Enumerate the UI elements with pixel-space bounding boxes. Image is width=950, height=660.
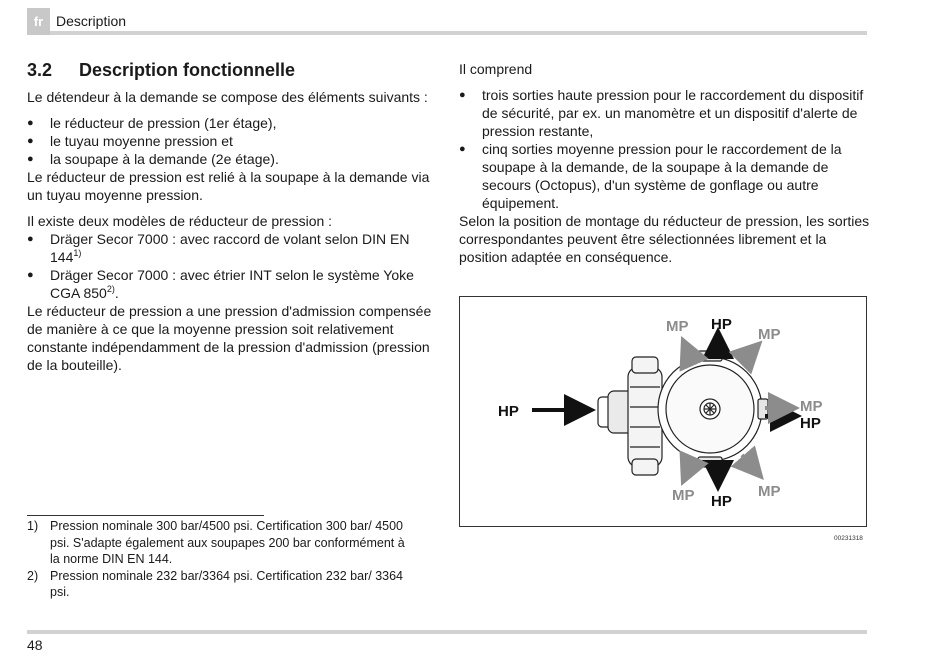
- hp-bottom-label: HP: [711, 493, 732, 510]
- list-item: [27, 266, 439, 302]
- page-number: 48: [27, 637, 43, 653]
- mp-bottom-left-arrow: [686, 457, 694, 475]
- right-outro: Selon la position de montage du réducteur de pression, les sorties correspondantes peuvent être sélectionnées librement et la position adaptée en conséquence.: [459, 213, 870, 265]
- right-intro: Il comprend: [459, 61, 533, 77]
- header-title: Description: [56, 13, 127, 29]
- list-item: ● trois sorties haute pression pour le raccordement du dispositif de sécurité, par ex. un manomètre et un dispositif d'alerte de pression restante,: [459, 86, 871, 140]
- link-paragraph: Le réducteur de pression est relié à la soupape à la demande via un tuyau moyenne pression.: [27, 169, 430, 203]
- footnote-ref: 1): [73, 248, 82, 258]
- model-suffix: .: [114, 285, 119, 301]
- mp-bottom-right-label: MP: [758, 483, 781, 500]
- intro-paragraph: Le détendeur à la demande se compose des éléments suivants :: [27, 89, 428, 105]
- list-item: ● le tuyau moyenne pression et: [27, 132, 439, 150]
- handwheel: [628, 357, 662, 475]
- footnote-ref: 2): [106, 284, 115, 294]
- section-heading: [27, 58, 439, 82]
- mp-bottom-left-label: MP: [672, 487, 695, 504]
- footnote-number: 2): [27, 568, 39, 583]
- figure-code: 00231318: [834, 535, 863, 542]
- mp-top-right-label: MP: [758, 326, 781, 343]
- mp-right-label: MP: [800, 398, 823, 415]
- list-item: ● le réducteur de pression (1er étage),: [27, 114, 439, 132]
- section-number: 3.2: [27, 60, 53, 80]
- hp-top-label: HP: [711, 316, 732, 333]
- right-column: [459, 60, 871, 266]
- list-item: ● cinq sorties moyenne pression pour le raccordement de la soupape à la demande, de la soupape à la demande de secours (Octopus), d'un système de gonflage ou autre équipement.: [459, 140, 871, 212]
- footnote-text: Pression nominale 232 bar/3364 psi. Certification 232 bar/ 3364 psi.: [50, 568, 403, 599]
- section-title: Description fonctionnelle: [79, 60, 296, 80]
- pressure-reducer-figure: [459, 296, 867, 527]
- outlets-list: [459, 86, 871, 212]
- model-text: Dräger Secor 7000 : avec raccord de volant selon DIN EN 144: [50, 231, 410, 265]
- mp-bottom-right-arrow: [742, 455, 756, 471]
- models-list: [27, 230, 439, 302]
- models-intro: Il existe deux modèles de réducteur de pression :: [27, 213, 333, 229]
- list-item: ● la soupape à la demande (2e étage).: [27, 150, 439, 168]
- hp-right-label: HP: [800, 415, 821, 432]
- footnote: [27, 518, 407, 568]
- footnote: [27, 568, 407, 601]
- footnote-number: 1): [27, 519, 39, 533]
- mp-top-left-label: MP: [666, 318, 689, 335]
- footnotes: [27, 518, 407, 601]
- footnote-text: Pression nominale 300 bar/4500 psi. Certification 300 bar/ 4500 psi. S'adapte également aux soupapes 200 bar conformément à la norme DIN EN 144.: [50, 519, 405, 566]
- list-item: [27, 230, 439, 266]
- footnote-divider: [27, 515, 264, 516]
- language-tag: fr: [27, 8, 50, 35]
- left-column: [27, 58, 439, 374]
- footer-rule: [27, 630, 867, 634]
- model-text: Dräger Secor 7000 : avec étrier INT selon le système Yoke CGA 850: [50, 267, 414, 301]
- pressure-reducer-diagram: [460, 297, 868, 528]
- page-header: [27, 8, 867, 35]
- admission-paragraph: Le réducteur de pression a une pression d'admission compensée de manière à ce que la moyenne pression soit relativement constante indépendamment de la pression d'admission (pression de la bouteille).: [27, 303, 432, 373]
- hp-inlet-label: HP: [498, 403, 519, 420]
- mp-top-right-arrow: [740, 349, 754, 363]
- components-list: [27, 114, 439, 168]
